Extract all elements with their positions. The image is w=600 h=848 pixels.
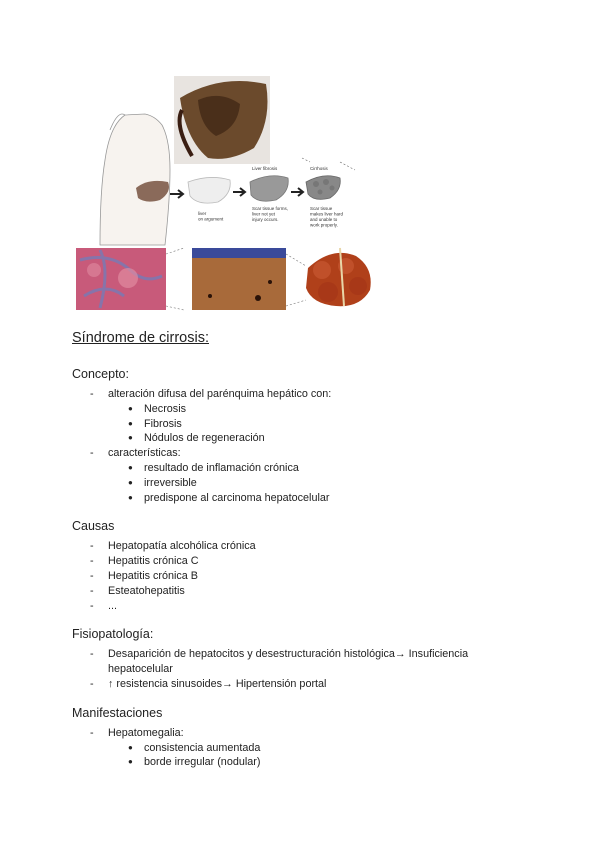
sub-list-item: ● resultado de inflamación crónica	[72, 461, 552, 476]
list-item: - Hepatitis crónica C	[72, 554, 552, 569]
list-item: - características:	[72, 446, 552, 461]
sub-list-item: ● consistencia aumentada	[72, 741, 552, 756]
list-item: - Hepatomegalia:	[72, 726, 552, 741]
list-item: - Hepatopatía alcohólica crónica	[72, 539, 552, 554]
list-item-line: hepatocelular	[108, 663, 173, 676]
list-item: - ...	[72, 599, 552, 614]
cirrhosis-liver	[306, 176, 340, 200]
caption-fibrosis: Scar tissue forms, liver not yet injury occurs.	[252, 206, 289, 222]
sub-list-item: ● borde irregular (nodular)	[72, 755, 552, 770]
arrow-2	[233, 188, 245, 196]
caption-normal: liver on argument	[198, 211, 224, 222]
list-item	[72, 647, 552, 677]
section-heading-manifestaciones: Manifestaciones	[72, 705, 163, 720]
sub-list-item: ● Necrosis	[72, 402, 552, 417]
caption-fibrosis-title: Liver fibrosis	[252, 166, 278, 171]
fibrosis-liver	[250, 176, 288, 201]
list-item: - alteración difusa del parénquima hepático con:	[72, 387, 552, 402]
list-item-line: - Desaparición de hepatocitos y desestructuración histológica→ Insuficiencia	[108, 648, 469, 661]
list-item: - ↑ resistencia sinusoides→ Hipertensión portal	[72, 677, 552, 692]
manifestaciones-list	[72, 726, 552, 770]
section-heading-concepto: Concepto:	[72, 367, 129, 381]
sub-list-item: ● predispone al carcinoma hepatocelular	[72, 491, 552, 506]
liver-cirrhosis-figure	[70, 70, 380, 315]
page-title: Síndrome de cirrosis:	[72, 330, 209, 346]
fisiopatologia-list	[72, 647, 552, 691]
normal-liver	[188, 177, 230, 203]
figure-illustration	[70, 70, 380, 315]
causas-list	[72, 539, 552, 613]
sub-list-item: ● Nódulos de regeneración	[72, 431, 552, 446]
arrow-1	[170, 190, 183, 198]
section-heading-fisiopatologia: Fisiopatología:	[72, 627, 154, 642]
caption-cirrhosis: Scar tissue makes liver hard and unable to work properly.	[310, 206, 344, 228]
sub-list-item: ● irreversible	[72, 476, 552, 491]
section-heading-causas: Causas	[72, 519, 115, 534]
document-body	[72, 330, 552, 770]
arrow-3	[291, 188, 303, 196]
sub-list-item: ● Fibrosis	[72, 417, 552, 432]
list-item: - Hepatitis crónica B	[72, 569, 552, 584]
concepto-list	[72, 387, 552, 505]
caption-cirrhosis-title: Cirrhosis	[310, 166, 328, 171]
torso-outline	[100, 114, 170, 245]
list-item: - Esteatohepatitis	[72, 584, 552, 599]
